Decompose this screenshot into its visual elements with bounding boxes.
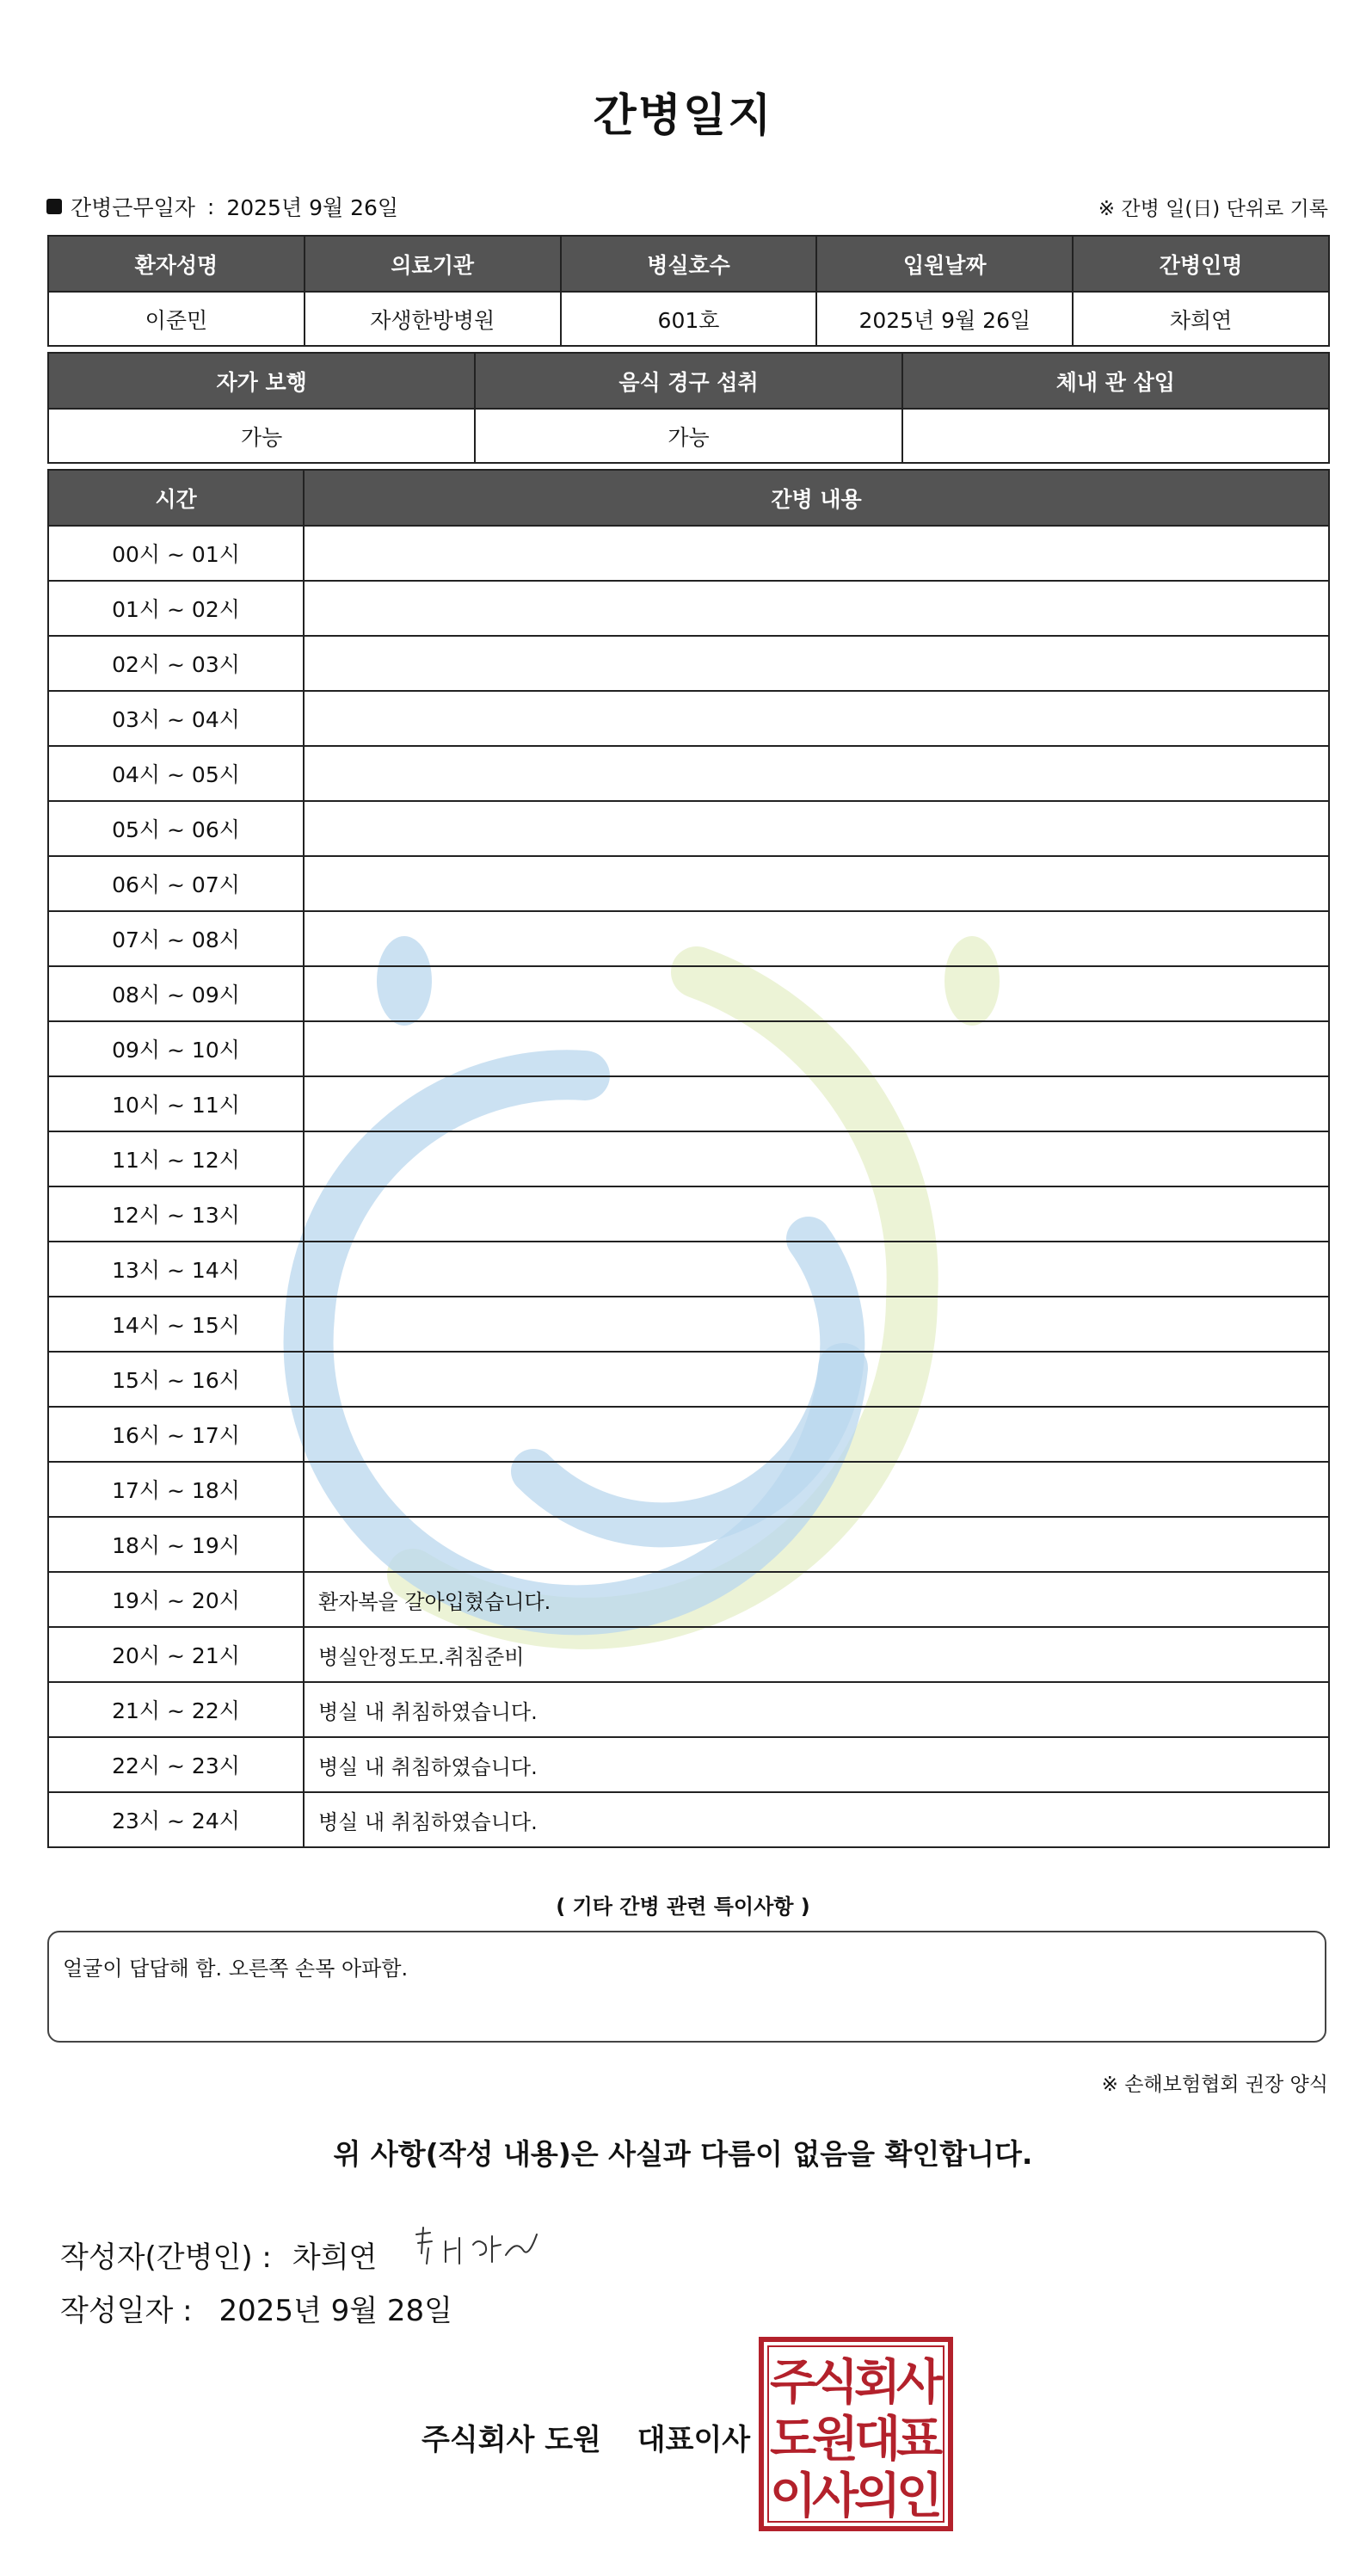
time-slot: 06시 ~ 07시 xyxy=(48,856,304,911)
table-row xyxy=(48,1407,1329,1462)
header-admission-date: 입원날짜 xyxy=(816,236,1073,292)
time-slot: 00시 ~ 01시 xyxy=(48,526,304,581)
seal-char: 인 xyxy=(895,2468,944,2524)
header-room: 병실호수 xyxy=(561,236,817,292)
time-slot: 19시 ~ 20시 xyxy=(48,1572,304,1627)
document-title: 간병일지 xyxy=(593,90,773,142)
separator: : xyxy=(206,194,215,219)
time-slot: 12시 ~ 13시 xyxy=(48,1186,304,1242)
care-content: 환자복을 갈아입혔습니다. xyxy=(304,1572,1329,1627)
table-row xyxy=(48,1572,1329,1627)
seal-char: 대 xyxy=(853,2412,901,2468)
table-row xyxy=(48,1242,1329,1297)
table-header-row xyxy=(48,236,1329,292)
care-content xyxy=(304,526,1329,581)
seal-char: 도 xyxy=(769,2412,817,2468)
time-slot: 13시 ~ 14시 xyxy=(48,1242,304,1297)
care-content xyxy=(304,1131,1329,1186)
table-row xyxy=(48,1076,1329,1131)
seal-char: 회 xyxy=(853,2355,901,2411)
walking-value: 가능 xyxy=(48,409,475,463)
time-slot: 05시 ~ 06시 xyxy=(48,801,304,856)
care-content xyxy=(304,1186,1329,1242)
bullet-icon xyxy=(46,199,62,214)
time-slot: 15시 ~ 16시 xyxy=(48,1352,304,1407)
care-content: 병실 내 취침하였습니다. xyxy=(304,1737,1329,1792)
time-slot: 01시 ~ 02시 xyxy=(48,581,304,636)
care-content xyxy=(304,966,1329,1021)
time-slot: 23시 ~ 24시 xyxy=(48,1792,304,1847)
notes-box: 얼굴이 답답해 함. 오른쪽 손목 아파함. xyxy=(47,1931,1326,2043)
writer-label: 작성자(간병인) : xyxy=(60,2240,272,2275)
care-content xyxy=(304,1462,1329,1517)
table-row xyxy=(48,746,1329,801)
table-row xyxy=(48,1352,1329,1407)
care-content xyxy=(304,691,1329,746)
seal-char: 사 xyxy=(895,2355,944,2411)
table-header-row xyxy=(48,353,1329,409)
header-caregiver-name: 간병인명 xyxy=(1073,236,1329,292)
seal-char: 식 xyxy=(811,2355,859,2411)
care-content xyxy=(304,1076,1329,1131)
time-slot: 20시 ~ 21시 xyxy=(48,1627,304,1682)
table-row xyxy=(48,1297,1329,1352)
table-row xyxy=(48,409,1329,463)
table-row xyxy=(48,1517,1329,1572)
care-content xyxy=(304,746,1329,801)
recommend-note: ※ 손해보험협회 권장 양식 xyxy=(1101,2074,1328,2096)
header-time: 시간 xyxy=(48,470,304,526)
time-slot: 08시 ~ 09시 xyxy=(48,966,304,1021)
table-row xyxy=(48,1627,1329,1682)
table-row xyxy=(48,636,1329,691)
company-role: 대표이사 xyxy=(637,2423,751,2457)
time-slot: 16시 ~ 17시 xyxy=(48,1407,304,1462)
table-row xyxy=(48,911,1329,966)
care-content: 병실안정도모.취침준비 xyxy=(304,1627,1329,1682)
care-log-table xyxy=(47,469,1330,1848)
time-slot: 21시 ~ 22시 xyxy=(48,1682,304,1737)
written-date-label: 작성일자 : xyxy=(60,2294,193,2328)
work-date-value: 2025년 9월 26일 xyxy=(226,195,399,220)
seal-char: 이 xyxy=(769,2468,817,2524)
table-row xyxy=(48,1792,1329,1847)
care-content xyxy=(304,1352,1329,1407)
care-content xyxy=(304,911,1329,966)
seal-char: 주 xyxy=(769,2355,817,2411)
company-name: 주식회사 도원 xyxy=(421,2423,601,2457)
company-line xyxy=(421,2416,750,2458)
time-slot: 04시 ~ 05시 xyxy=(48,746,304,801)
table-row xyxy=(48,691,1329,746)
table-row xyxy=(48,1021,1329,1076)
care-content xyxy=(304,856,1329,911)
care-content xyxy=(304,801,1329,856)
caregiver-name: 차희연 xyxy=(1073,292,1329,346)
time-slot: 18시 ~ 19시 xyxy=(48,1517,304,1572)
time-slot: 09시 ~ 10시 xyxy=(48,1021,304,1076)
table-row xyxy=(48,966,1329,1021)
care-content xyxy=(304,1517,1329,1572)
time-slot: 22시 ~ 23시 xyxy=(48,1737,304,1792)
table-row xyxy=(48,526,1329,581)
room-number: 601호 xyxy=(561,292,817,346)
record-unit-note: ※ 간병 일(日) 단위로 기록 xyxy=(1098,198,1328,220)
oral-intake-value: 가능 xyxy=(475,409,901,463)
seal-char: 표 xyxy=(895,2412,944,2468)
care-content: 병실 내 취침하였습니다. xyxy=(304,1682,1329,1737)
admission-date: 2025년 9월 26일 xyxy=(816,292,1073,346)
header-care-content: 간병 내용 xyxy=(304,470,1329,526)
confirmation-statement: 위 사항(작성 내용)은 사실과 다름이 없음을 확인합니다. xyxy=(333,2137,1033,2171)
seal-char: 원 xyxy=(811,2412,859,2468)
table-row xyxy=(48,1462,1329,1517)
table-row xyxy=(48,801,1329,856)
care-content xyxy=(304,1297,1329,1352)
work-date-label: 간병근무일자 xyxy=(71,195,195,220)
care-content xyxy=(304,1242,1329,1297)
table-row xyxy=(48,1186,1329,1242)
seal-char: 의 xyxy=(853,2468,901,2524)
work-date-line xyxy=(46,191,398,222)
time-slot: 03시 ~ 04시 xyxy=(48,691,304,746)
writer-name: 차희연 xyxy=(292,2240,378,2275)
header-institution: 의료기관 xyxy=(305,236,561,292)
patient-name: 이준민 xyxy=(48,292,305,346)
handwritten-signature xyxy=(411,2224,540,2284)
table-row xyxy=(48,1131,1329,1186)
patient-info-table xyxy=(47,235,1330,347)
company-seal xyxy=(759,2337,953,2531)
table-row xyxy=(48,1682,1329,1737)
time-slot: 17시 ~ 18시 xyxy=(48,1462,304,1517)
notes-heading: ( 기타 간병 관련 특이사항 ) xyxy=(556,1895,810,1919)
header-patient-name: 환자성명 xyxy=(48,236,305,292)
care-content xyxy=(304,581,1329,636)
written-date-value: 2025년 9월 28일 xyxy=(218,2294,453,2328)
table-row xyxy=(48,292,1329,346)
seal-char: 사 xyxy=(811,2468,859,2524)
care-content xyxy=(304,1021,1329,1076)
care-content xyxy=(304,1407,1329,1462)
time-slot: 02시 ~ 03시 xyxy=(48,636,304,691)
patient-condition-table xyxy=(47,352,1330,464)
table-row xyxy=(48,856,1329,911)
header-tube-insertion: 체내 관 삽입 xyxy=(902,353,1329,409)
care-content xyxy=(304,636,1329,691)
time-slot: 10시 ~ 11시 xyxy=(48,1076,304,1131)
written-date-line xyxy=(60,2287,452,2329)
tube-insertion-value xyxy=(902,409,1329,463)
table-header-row xyxy=(48,470,1329,526)
writer-line xyxy=(60,2224,540,2284)
table-row xyxy=(48,1737,1329,1792)
header-oral-intake: 음식 경구 섭취 xyxy=(475,353,901,409)
table-row xyxy=(48,581,1329,636)
time-slot: 14시 ~ 15시 xyxy=(48,1297,304,1352)
time-slot: 11시 ~ 12시 xyxy=(48,1131,304,1186)
institution: 자생한방병원 xyxy=(305,292,561,346)
time-slot: 07시 ~ 08시 xyxy=(48,911,304,966)
header-walking: 자가 보행 xyxy=(48,353,475,409)
care-content: 병실 내 취침하였습니다. xyxy=(304,1792,1329,1847)
